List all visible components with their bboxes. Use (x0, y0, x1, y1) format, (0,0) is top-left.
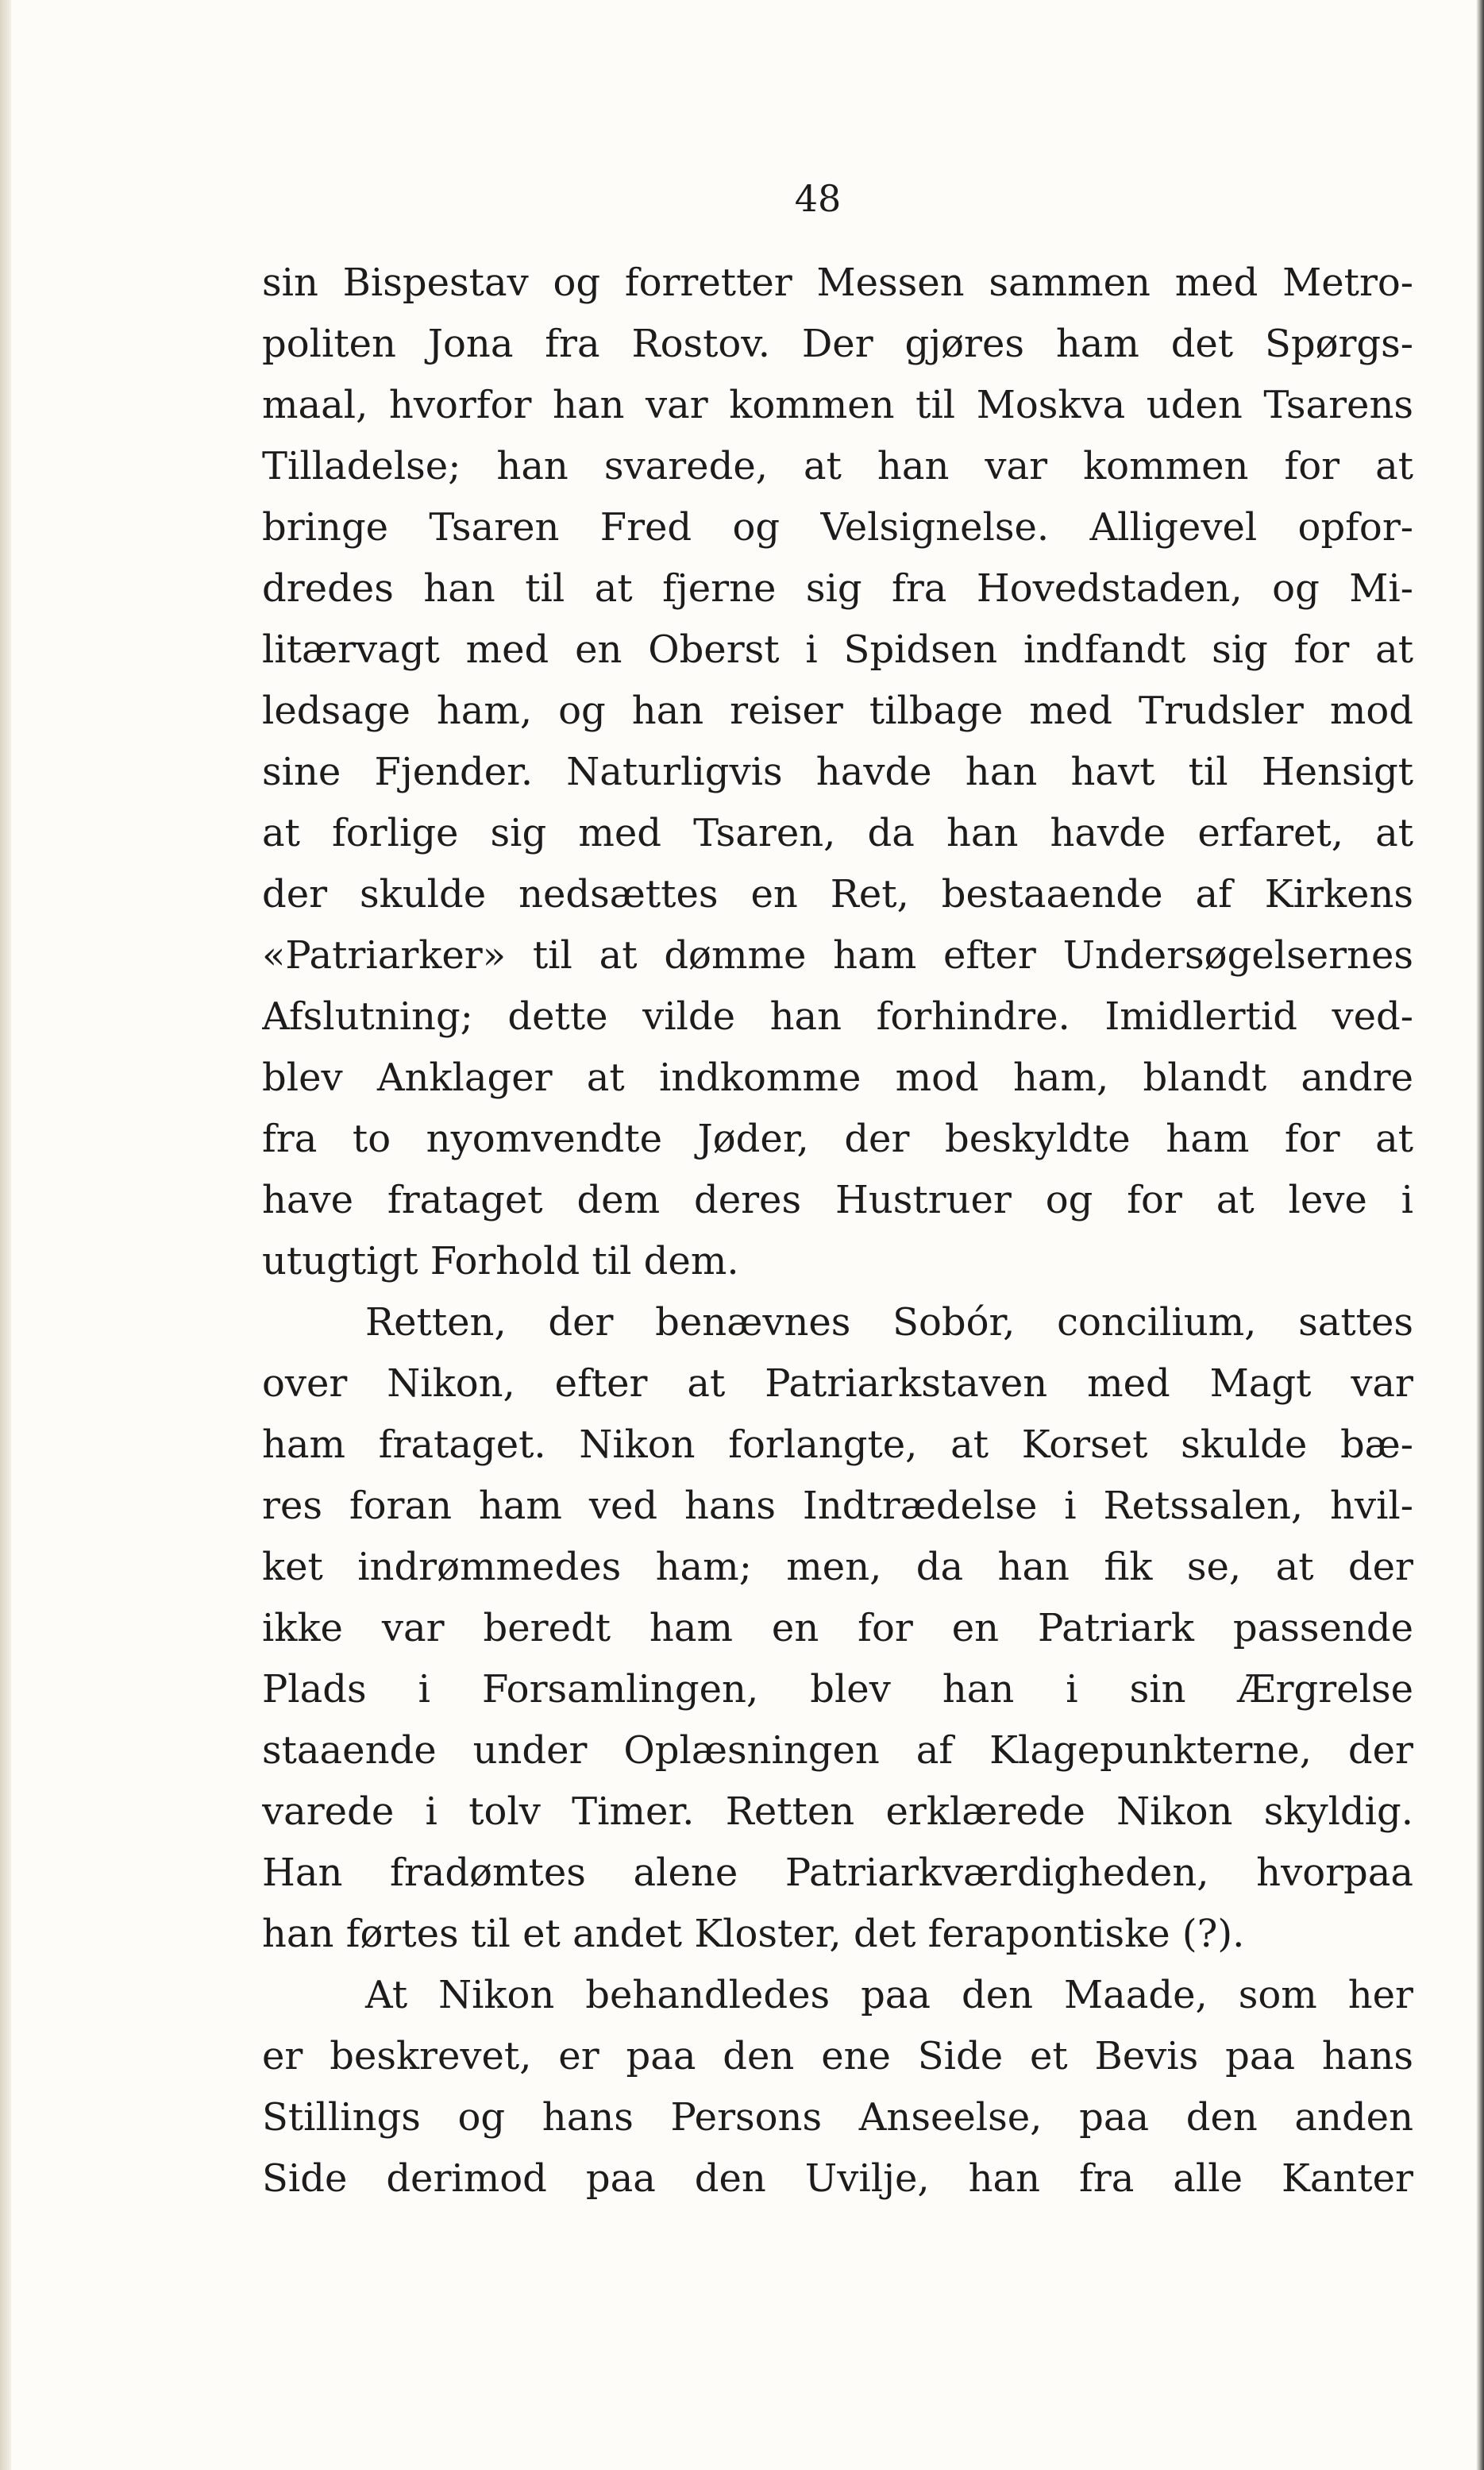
text-line: ikke var beredt ham en for en Patriark passende (262, 1606, 1413, 1650)
body-text (262, 253, 1413, 2209)
text-line: ket indrømmedes ham; men, da han fik se, at der (262, 1545, 1413, 1589)
text-line: sine Fjender. Naturligvis havde han havt til Hensigt (262, 750, 1413, 794)
text-line: fra to nyomvendte Jøder, der beskyldte ham for at (262, 1117, 1413, 1161)
text-line: blev Anklager at indkomme mod ham, blandt andre (262, 1056, 1413, 1100)
text-line: ledsage ham, og han reiser tilbage med Trudsler mod (262, 689, 1413, 733)
text-line: er beskrevet, er paa den ene Side et Bevis paa hans (262, 2034, 1413, 2078)
text-line: bringe Tsaren Fred og Velsignelse. Alligevel opfor- (262, 505, 1413, 550)
text-line: Han fradømtes alene Patriarkværdigheden, hvorpaa (262, 1851, 1413, 1895)
text-line: litærvagt med en Oberst i Spidsen indfandt sig for at (262, 627, 1413, 672)
text-line: der skulde nedsættes en Ret, bestaaende af Kirkens (262, 872, 1413, 917)
paragraph-end-line: han førtes til et andet Kloster, det ferapontiske (?). (262, 1912, 1245, 1956)
text-line: Side derimod paa den Uvilje, han fra alle Kanter (262, 2156, 1413, 2201)
paragraph-start-line: Retten, der benævnes Sobór, concilium, sattes (365, 1300, 1413, 1345)
text-line: over Nikon, efter at Patriarkstaven med Magt var (262, 1361, 1413, 1406)
text-line: staaende under Oplæsningen af Klagepunkterne, der (262, 1728, 1413, 1773)
text-line: Tilladelse; han svarede, at han var kommen for at (262, 444, 1413, 488)
text-line: Plads i Forsamlingen, blev han i sin Ærgrelse (262, 1667, 1413, 1712)
page-edge-left (0, 0, 11, 2470)
page-edge-right (1476, 0, 1484, 2470)
text-line: sin Bispestav og forretter Messen sammen med Metro- (262, 261, 1413, 305)
text-line: dredes han til at fjerne sig fra Hovedstaden, og Mi- (262, 566, 1413, 611)
text-line: Afslutning; dette vilde han forhindre. Imidlertid ved- (262, 994, 1413, 1039)
text-line: ham frataget. Nikon forlangte, at Korset skulde bæ- (262, 1422, 1413, 1467)
text-line: Stillings og hans Persons Anseelse, paa den anden (262, 2095, 1413, 2140)
text-line: politen Jona fra Rostov. Der gjøres ham det Spørgs- (262, 322, 1413, 366)
text-line: varede i tolv Timer. Retten erklærede Nikon skyldig. (262, 1789, 1413, 1834)
text-line: «Patriarker» til at dømme ham efter Undersøgelsernes (262, 933, 1413, 978)
page-number: 48 (794, 177, 842, 220)
paragraph-end-line: utugtigt Forhold til dem. (262, 1239, 739, 1283)
text-line: maal, hvorfor han var kommen til Moskva uden Tsarens (262, 383, 1413, 427)
text-line: have frataget dem deres Hustruer og for at leve i (262, 1178, 1413, 1222)
paragraph-start-line: At Nikon behandledes paa den Maade, som her (365, 1973, 1413, 2017)
text-line: res foran ham ved hans Indtrædelse i Retssalen, hvil- (262, 1484, 1413, 1528)
text-line: at forlige sig med Tsaren, da han havde erfaret, at (262, 811, 1413, 855)
